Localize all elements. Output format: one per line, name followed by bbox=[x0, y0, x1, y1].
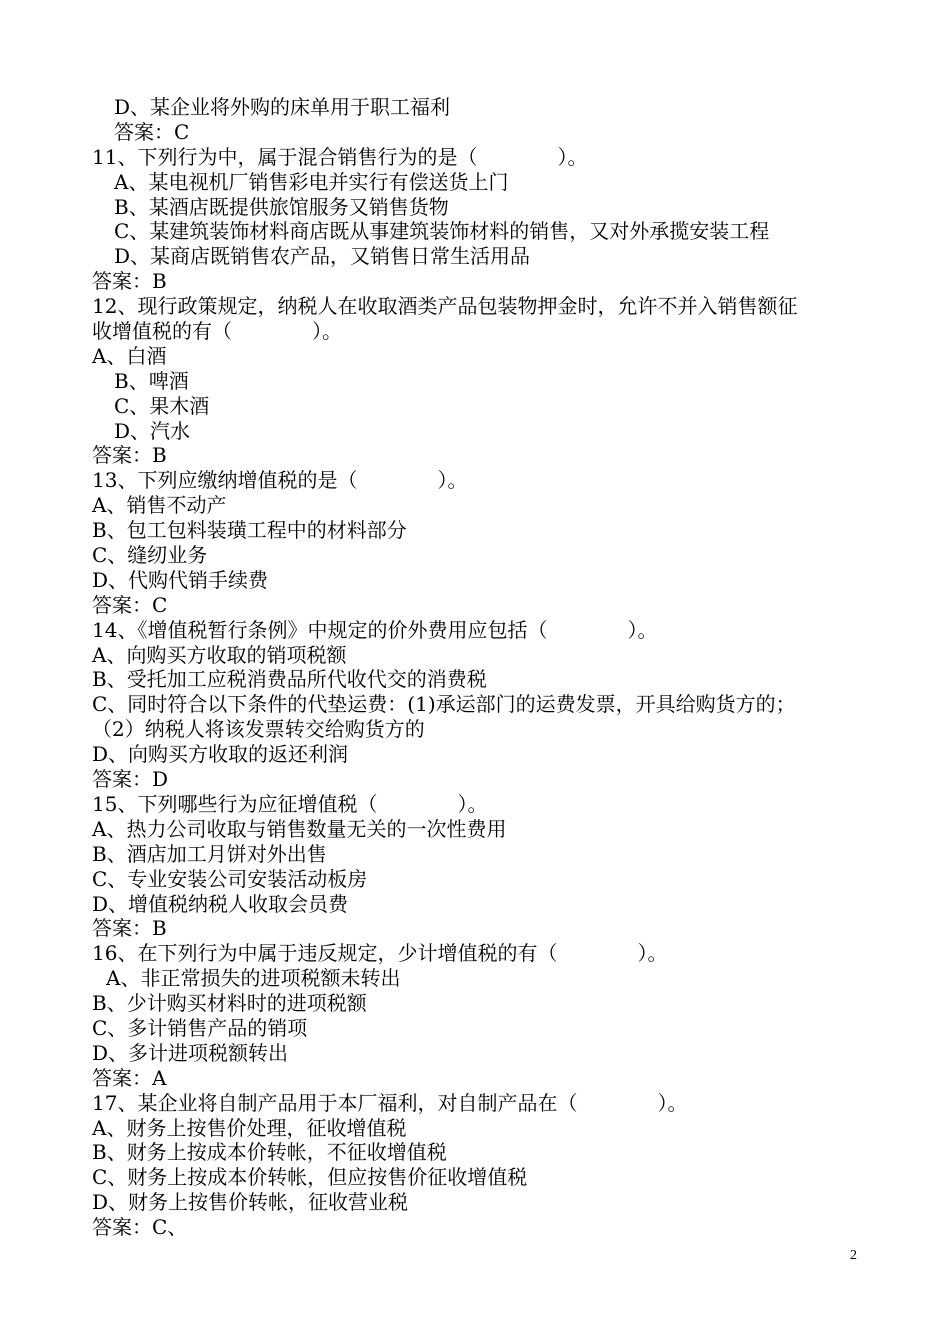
option-line: A、向购买方收取的销项税额 bbox=[92, 642, 347, 667]
question-line: 16、在下列行为中属于违反规定，少计增值税的有（ ）。 bbox=[92, 941, 668, 966]
question-line: 17、某企业将自制产品用于本厂福利，对自制产品在（ ）。 bbox=[92, 1090, 688, 1115]
option-line: B、少计购买材料时的进项税额 bbox=[92, 991, 367, 1016]
answer-line: 答案：B bbox=[92, 443, 167, 468]
question-line: 11、下列行为中，属于混合销售行为的是（ ）。 bbox=[92, 144, 588, 169]
option-line: C、多计销售产品的销项 bbox=[92, 1015, 308, 1040]
question-line: 收增值税的有（ ）。 bbox=[92, 319, 342, 344]
option-line: A、财务上按售价处理，征收增值税 bbox=[92, 1115, 407, 1140]
answer-line: 答案：C、 bbox=[92, 1215, 188, 1240]
option-line: B、啤酒 bbox=[114, 368, 189, 393]
option-line: D、代购代销手续费 bbox=[92, 567, 269, 592]
option-line: C、同时符合以下条件的代垫运费：(1)承运部门的运费发票，开具给购货方的； bbox=[92, 692, 796, 717]
option-line: C、果木酒 bbox=[114, 393, 210, 418]
option-line: D、财务上按售价转帐，征收营业税 bbox=[92, 1190, 409, 1215]
answer-line: 答案：B bbox=[92, 269, 167, 294]
option-line: （2）纳税人将该发票转交给购货方的 bbox=[92, 717, 425, 742]
option-line: B、受托加工应税消费品所代收代交的消费税 bbox=[92, 667, 487, 692]
option-line: D、多计进项税额转出 bbox=[92, 1040, 289, 1065]
answer-line: 答案：B bbox=[92, 916, 167, 941]
option-line: A、某电视机厂销售彩电并实行有偿送货上门 bbox=[114, 169, 509, 194]
document-body bbox=[92, 95, 892, 1240]
question-line: 15、下列哪些行为应征增值税（ ）。 bbox=[92, 791, 488, 816]
option-line: A、白酒 bbox=[92, 343, 167, 368]
answer-line: 答案：A bbox=[92, 1065, 167, 1090]
option-line: C、缝纫业务 bbox=[92, 543, 208, 568]
option-line: B、某酒店既提供旅馆服务又销售货物 bbox=[114, 194, 449, 219]
option-line: D、向购买方收取的返还利润 bbox=[92, 742, 349, 767]
option-line: C、专业安装公司安装活动板房 bbox=[92, 866, 368, 891]
option-line: D、某企业将外购的床单用于职工福利 bbox=[114, 95, 451, 119]
option-line: A、非正常损失的进项税额未转出 bbox=[106, 966, 401, 991]
option-line: B、财务上按成本价转帐，不征收增值税 bbox=[92, 1140, 447, 1165]
option-line: D、汽水 bbox=[114, 418, 191, 443]
option-line: B、酒店加工月饼对外出售 bbox=[92, 841, 327, 866]
option-line: D、某商店既销售农产品，又销售日常生活用品 bbox=[114, 244, 531, 269]
question-line: 12、现行政策规定，纳税人在收取酒类产品包装物押金时，允许不并入销售额征 bbox=[92, 294, 798, 319]
option-line: C、某建筑装饰材料商店既从事建筑装饰材料的销售，又对外承揽安装工程 bbox=[114, 219, 770, 244]
option-line: C、财务上按成本价转帐，但应按售价征收增值税 bbox=[92, 1165, 528, 1190]
option-line: D、增值税纳税人收取会员费 bbox=[92, 891, 349, 916]
option-line: B、包工包料装璜工程中的材料部分 bbox=[92, 518, 407, 543]
option-line: A、销售不动产 bbox=[92, 493, 227, 518]
answer-line: 答案：C bbox=[114, 119, 190, 144]
answer-line: 答案：C bbox=[92, 592, 168, 617]
question-line: 13、下列应缴纳增值税的是（ ）。 bbox=[92, 468, 468, 493]
page-number: 2 bbox=[850, 1248, 857, 1263]
option-line: A、热力公司收取与销售数量无关的一次性费用 bbox=[92, 816, 507, 841]
answer-line: 答案：D bbox=[92, 767, 169, 792]
question-line: 14、《增值税暂行条例》中规定的价外费用应包括（ ）。 bbox=[92, 617, 658, 642]
